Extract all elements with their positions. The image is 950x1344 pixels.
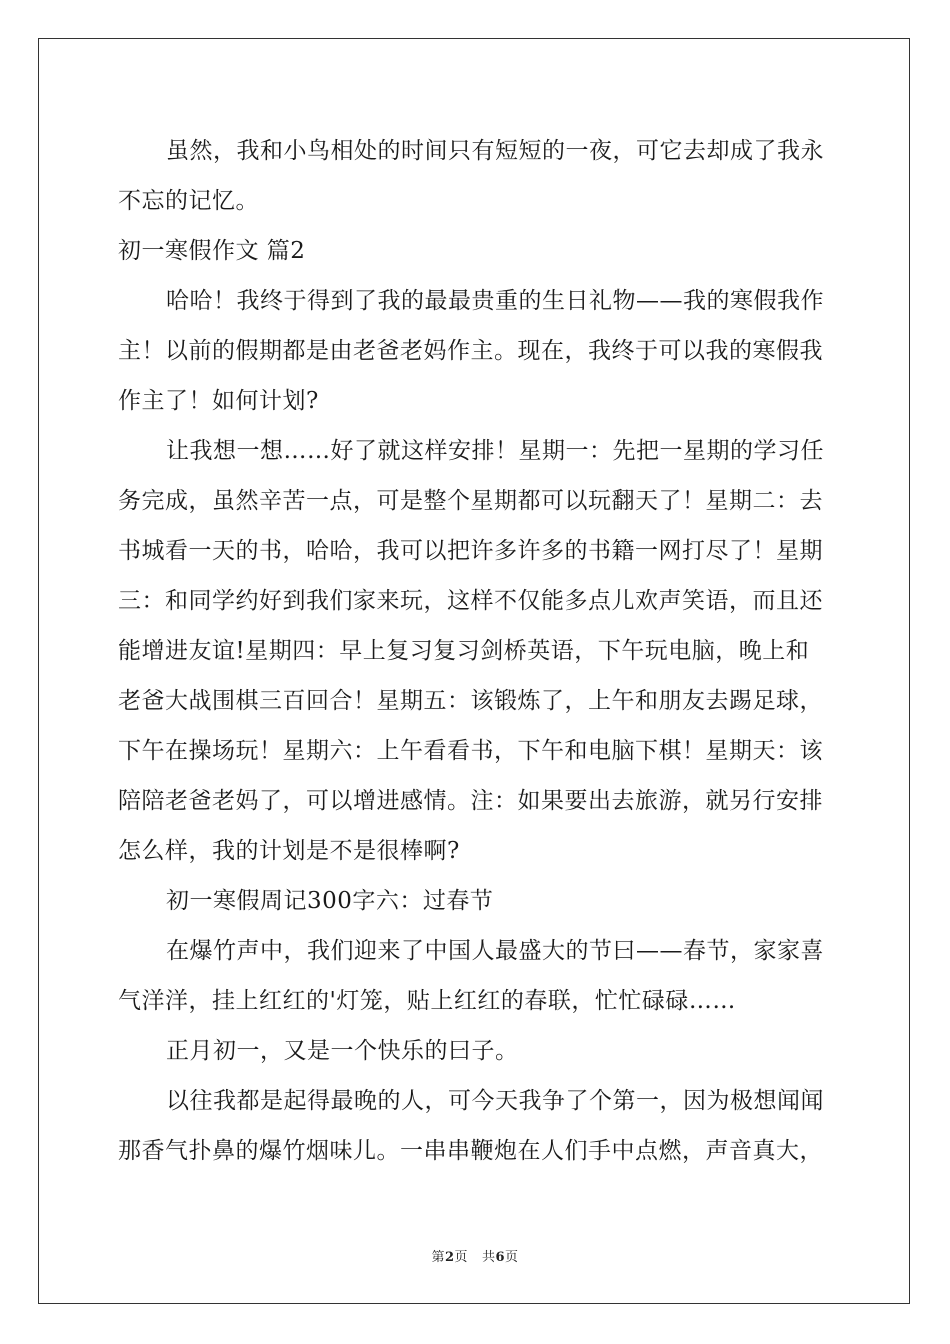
text-line: 陪陪老爸老妈了，可以增进感情。注：如果要出去旅游，就另行安排 (118, 788, 823, 814)
text-line: 哈哈！我终于得到了我的最最贵重的生日礼物——我的寒假我作 (166, 288, 824, 314)
text-line: 老爸大战围棋三百回合！星期五：该锻炼了，上午和朋友去踢足球， (118, 688, 823, 714)
text-line: 让我想一想……好了就这样安排！星期一：先把一星期的学习任 (166, 438, 824, 464)
page-prefix: 第 (431, 1250, 445, 1265)
text-line: 那香气扑鼻的爆竹烟味儿。一串串鞭炮在人们手中点燃，声音真大， (118, 1138, 823, 1164)
total-prefix: 共 (481, 1250, 496, 1265)
text-line: 三：和同学约好到我们家来玩，这样不仅能多点儿欢声笑语，而且还 (118, 588, 823, 614)
text-line: 不忘的记忆。 (118, 188, 259, 214)
text-line: 虽然，我和小鸟相处的时间只有短短的一夜，可它去却成了我永 (166, 138, 824, 164)
text-line: 书城看一天的书，哈哈，我可以把许多许多的书籍一网打尽了！星期 (118, 538, 823, 564)
page-footer (0, 1246, 950, 1265)
total-suffix: 页 (505, 1250, 519, 1265)
text-line: 气洋洋，挂上红红的'灯笼，贴上红红的春联，忙忙碌碌…… (118, 988, 736, 1014)
section-heading: 初一寒假作文 篇2 (118, 238, 306, 264)
subsection-heading: 初一寒假周记300字六：过春节 (166, 888, 494, 914)
page-total: 6 (495, 1250, 506, 1265)
page-current: 2 (444, 1250, 455, 1265)
text-line: 下午在操场玩！星期六：上午看看书，下午和电脑下棋！星期天：该 (118, 738, 823, 764)
text-line: 正月初一，又是一个快乐的曰子。 (166, 1038, 519, 1064)
text-line: 务完成，虽然辛苦一点，可是整个星期都可以玩翻天了！星期二：去 (118, 488, 823, 514)
text-line: 作主了！如何计划? (118, 388, 319, 414)
text-line: 以往我都是起得最晚的人，可今天我争了个第一，因为极想闻闻 (166, 1088, 824, 1114)
text-line: 在爆竹声中，我们迎来了中国人最盛大的节曰——春节，家家喜 (166, 938, 824, 964)
page-suffix: 页 (454, 1250, 469, 1265)
text-line: 怎么样，我的计划是不是很棒啊? (118, 838, 460, 864)
text-line: 主！以前的假期都是由老爸老妈作主。现在，我终于可以我的寒假我 (118, 338, 823, 364)
text-line: 能增进友谊!星期四：早上复习复习剑桥英语，下午玩电脑，晚上和 (118, 638, 810, 664)
document-body (118, 126, 838, 1176)
